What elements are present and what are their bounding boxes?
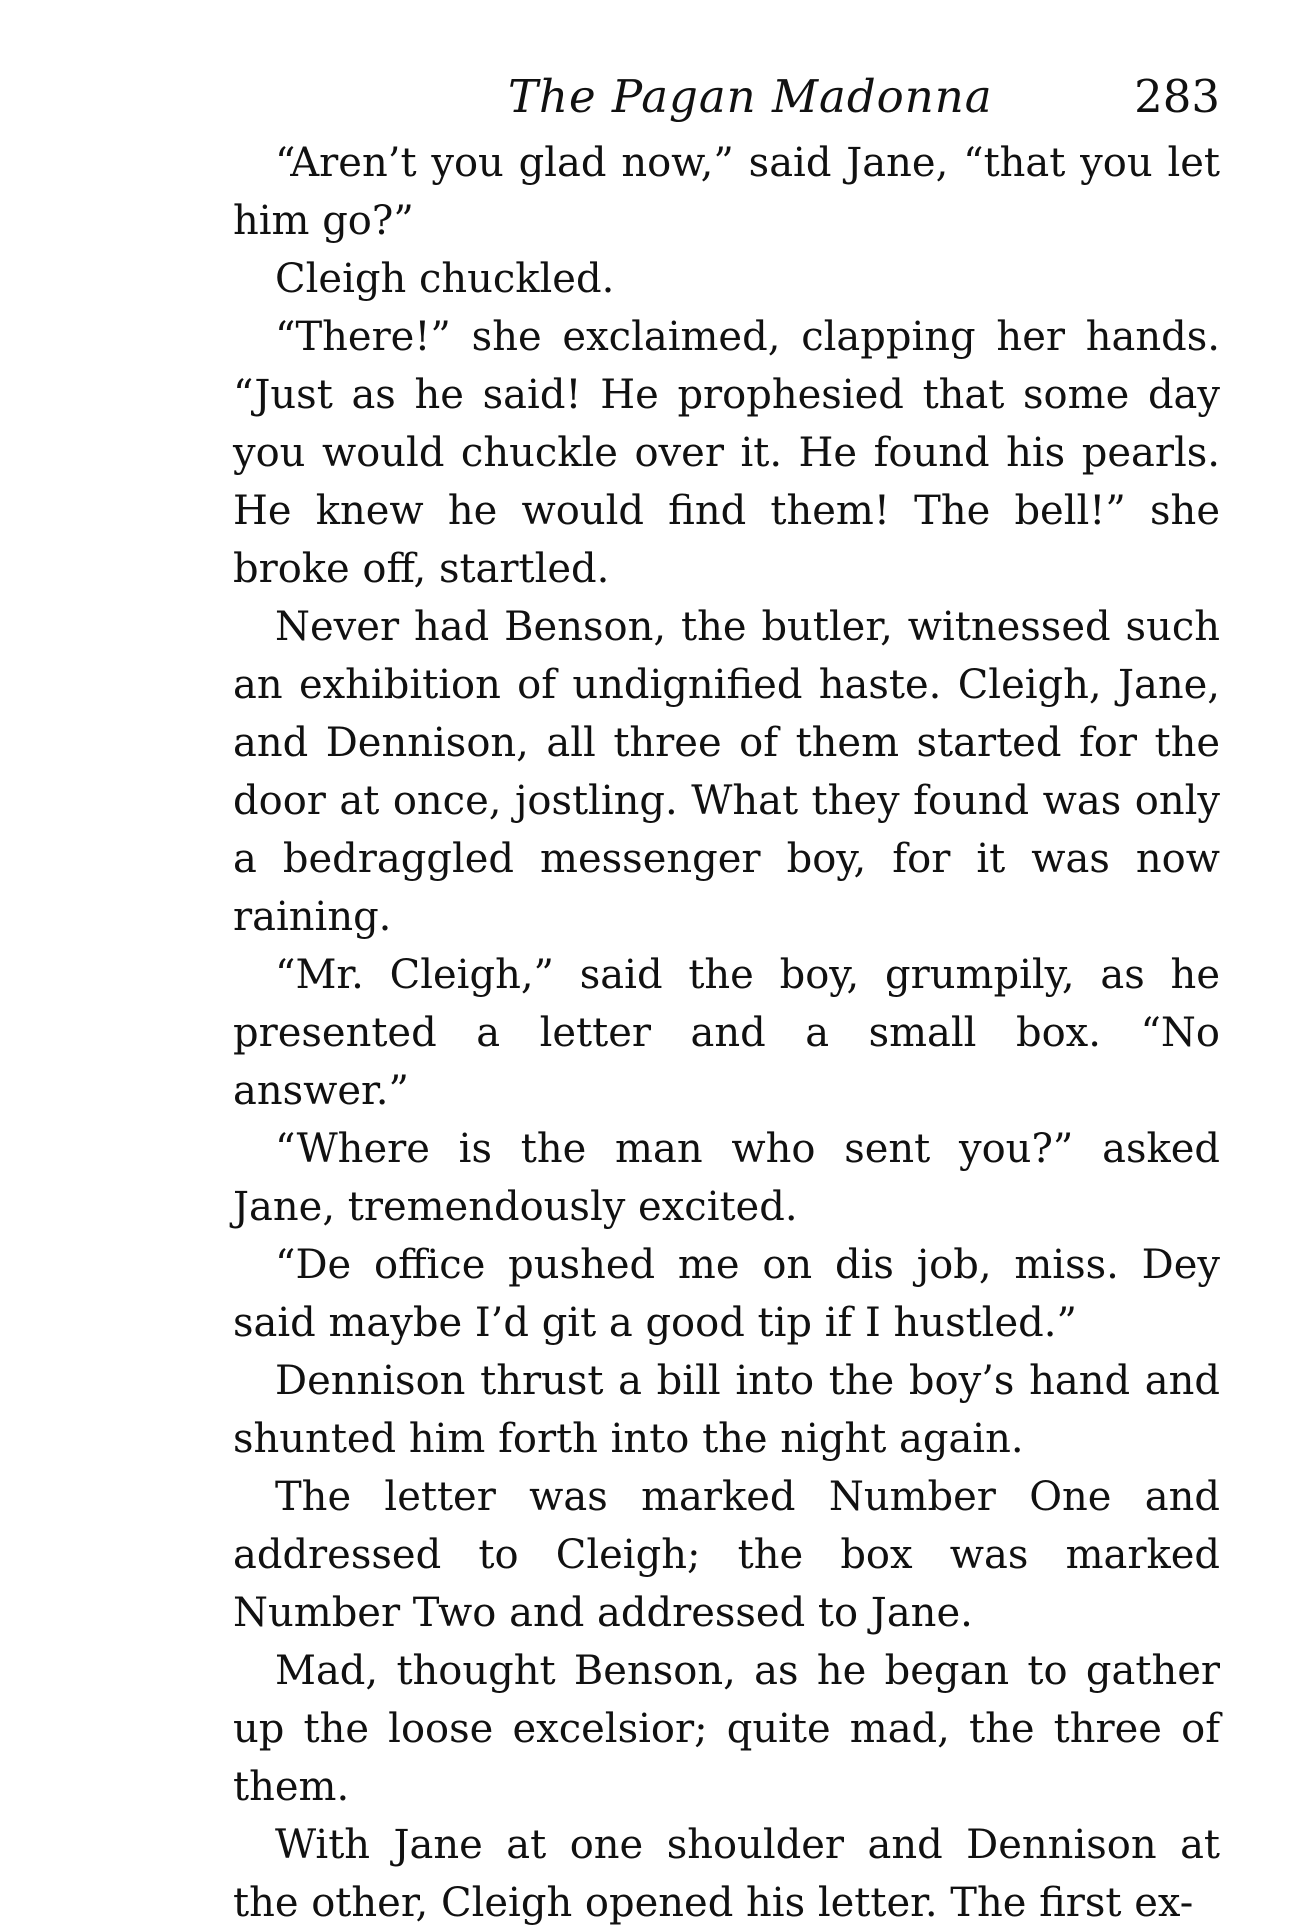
paragraph: Never had Benson, the butler, witnessed such an exhibition of undignified haste. Cleigh, Jane, and Dennison, all three of them started for the door at once, jostling. What they found was only a bedraggled messenger boy, for it was now raining. xyxy=(233,604,1220,940)
paragraph: With Jane at one shoulder and Dennison at the other, Cleigh opened his letter. The first ex- xyxy=(233,1822,1220,1926)
paragraph: “Where is the man who sent you?” asked Jane, tremendously excited. xyxy=(233,1126,1220,1230)
paragraph: Dennison thrust a bill into the boy’s hand and shunted him forth into the night again. xyxy=(233,1358,1220,1462)
paragraph: “There!” she exclaimed, clapping her hands. “Just as he said! He prophesied that some day you would chuckle over it. He found his pearls. He knew he would find them! The bell!” she broke off, startled. xyxy=(233,314,1220,592)
paragraph: “Aren’t you glad now,” said Jane, “that you let him go?” xyxy=(233,140,1220,244)
paragraph: The letter was marked Number One and addressed to Cleigh; the box was marked Number Two and addressed to Jane. xyxy=(233,1474,1220,1636)
running-title: The Pagan Madonna xyxy=(508,70,993,123)
paragraph: Cleigh chuckled. xyxy=(275,256,615,302)
paragraph: “Mr. Cleigh,” said the boy, grumpily, as he presented a letter and a small box. “No answer.” xyxy=(233,952,1220,1114)
body-text xyxy=(233,134,1220,1932)
page-number: 283 xyxy=(1134,70,1220,123)
running-head xyxy=(233,70,1220,130)
book-page xyxy=(233,70,1220,1932)
paragraph: Mad, thought Benson, as he began to gather up the loose excelsior; quite mad, the three of them. xyxy=(233,1648,1220,1810)
paragraph: “De office pushed me on dis job, miss. Dey said maybe I’d git a good tip if I hustled.” xyxy=(233,1242,1220,1346)
